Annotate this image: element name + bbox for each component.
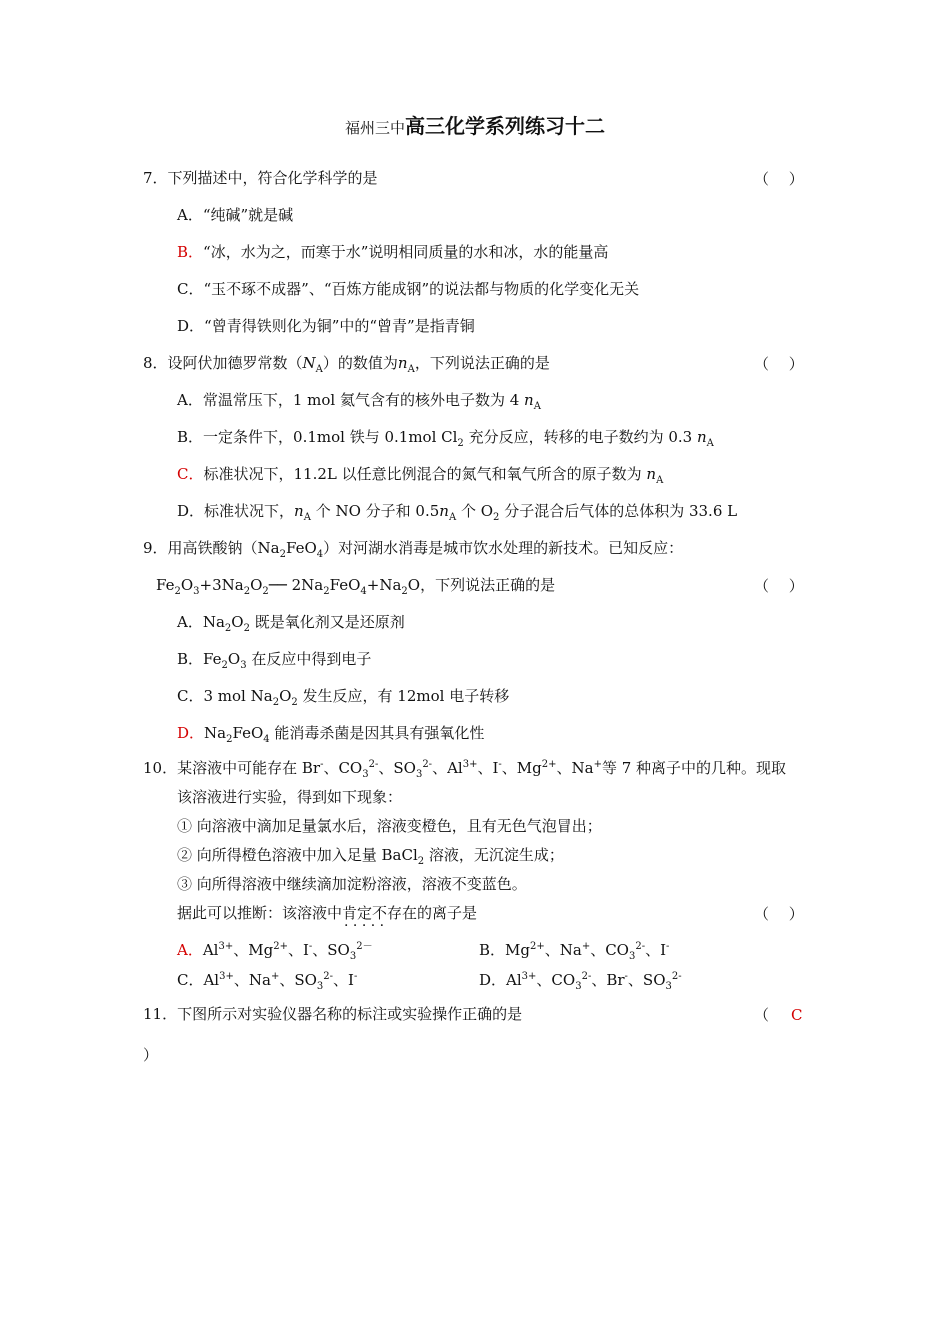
q7-option-a-text: “纯碱”就是碱 <box>202 206 294 224</box>
q9-option-c: C．3 mol $Na_2O_2$ 发生反应，有 12mol 电子转移 <box>177 687 510 708</box>
q7-option-b <box>177 242 608 262</box>
q10-question: 据此可以推断：该溶液中肯定不存在 · · 的离子是 <box>177 903 477 923</box>
q11-paren-close: ） <box>143 1046 159 1064</box>
q8-option-a: A．常温常压下，1 mol 氦气含有的核外电子数为 4 $n_A$ <box>177 391 541 412</box>
q9-answer-paren: （ ） <box>754 577 804 595</box>
q8-option-b: B．一定条件下，0.1mol 铁与 0.1mol $Cl_2$ 充分反应，转移的电子数约为 0.3 $n_A$ <box>177 428 714 449</box>
q8-stem: 8．设阿伏加德罗常数$(N_A)$的数值为$n_A$，下列说法正确的是 <box>143 354 550 375</box>
q9-stem: 9．用高铁酸钠$(Na_2FeO_4)$对河湖水消毒是城市饮水处理的新技术。已知反应： <box>143 539 684 560</box>
q7-option-a <box>177 205 293 225</box>
q7-option-b-letter: B． <box>177 243 204 261</box>
q9-option-a: A．$Na_2O_2$ 既是氧化剂又是还原剂 <box>177 613 405 634</box>
q8-option-d: D．标准状况下，$n_A$ 个 NO 分子和 $0.5n_A$ 个 $O_2$ 分子混合后气体的总体积为 33.6 L <box>177 502 738 523</box>
q7-answer-paren: （ ） <box>754 170 804 188</box>
q7-option-d-text: “曾青得铁则化为铜”中的“曾青”是指青铜 <box>204 317 475 335</box>
q7-option-a-letter: A． <box>177 206 203 224</box>
q10-option-a: A．$Al^{3+}$、$Mg^{2+}$、I-、$SO_3^{2-}$ <box>177 941 373 962</box>
q10-observation-3: ③ 向所得溶液中继续滴加淀粉溶液，溶液不变蓝色。 <box>177 875 527 893</box>
q7-option-c-letter: C． <box>177 280 204 298</box>
q9-option-b: B．$Fe_2O_3$ 在反应中得到电子 <box>177 650 372 671</box>
q9-option-d-letter: D． <box>177 724 205 742</box>
q7-option-c <box>177 279 639 299</box>
q10-answer-paren: （ ） <box>754 905 804 923</box>
q10-option-c: C．$Al^{3+}$、Na+、$SO_3^{2-}$、I- <box>177 971 358 992</box>
q9-option-d: D．$Na_2FeO_4$ 能消毒杀菌是因其具有强氧化性 <box>177 724 485 745</box>
q7-option-d-letter: D． <box>177 317 205 335</box>
q10-observation-1: ① 向溶液中滴加足量氯水后，溶液变橙色，且有无色气泡冒出； <box>177 817 602 835</box>
q9-equation: $Fe_2O_3+3Na_2O_2──$ $2Na_2FeO_4+Na_2O$，下列说法正确的是 <box>156 576 556 597</box>
q10-option-d: D．$Al^{3+}$、$CO_3^{2-}$、Br-、$SO_3^{2-}$ <box>479 971 682 992</box>
exercise-title: 高三化学系列练习十二 <box>405 114 605 138</box>
q10-option-b: B．$Mg^{2+}$、Na+、$CO_3^{2-}$、I- <box>479 941 670 962</box>
q8-answer-paren: （ ） <box>754 355 804 373</box>
q10-observation-2: ② 向所得橙色溶液中加入足量 BaCl$_2$ 溶液，无沉淀生成； <box>177 846 564 867</box>
school-name: 福州三中 <box>344 119 405 137</box>
q11-answer-paren: （ C <box>754 1006 803 1024</box>
q10-stem-cont: 该溶液进行实验，得到如下现象： <box>177 788 403 806</box>
q11-stem: 11．下图所示对实验仪器名称的标注或实验操作正确的是 <box>143 1005 523 1023</box>
q7-stem: 7．下列描述中，符合化学科学的是 <box>143 169 378 187</box>
q10-stem: 10．某溶液中可能存在 Br-、$CO_3^{2-}$、$SO_3^{2-}$、$Al^{3+}$、I-、$Mg^{2+}$、Na+等 7 种离子中的几种。现取 <box>143 759 787 780</box>
q7-option-c-text: “玉不琢不成器”、“百炼方能成钢”的说法都与物质的化学变化无关 <box>203 280 640 298</box>
q7-option-d <box>177 316 475 336</box>
q8-option-c: C．标准状况下，11.2L 以任意比例混合的氮气和氧气所含的原子数为 $n_A$ <box>177 465 664 486</box>
q7-option-b-text: “冰，水为之，而寒于水”说明相同质量的水和冰，水的能量高 <box>203 243 609 261</box>
q11-answer: C <box>791 1006 803 1024</box>
page-title <box>0 116 950 138</box>
